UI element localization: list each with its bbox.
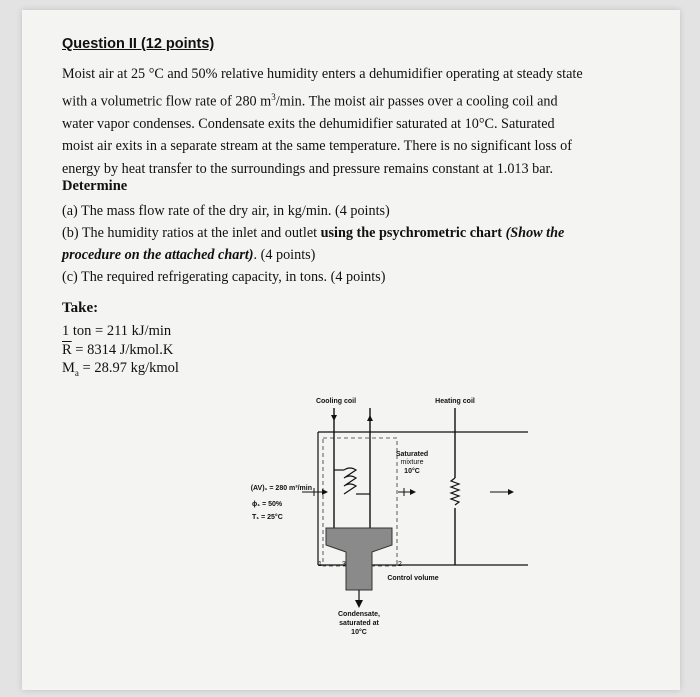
condensate-tray [326, 528, 392, 590]
state-3-label: 3 [342, 561, 346, 568]
outlet-arrow-icon [508, 489, 514, 495]
statement-line: energy by heat transfer to the surroundings and pressure remains constant at 1.013 bar. [62, 160, 554, 177]
statement-line: water vapor condenses. Condensate exits the dehumidifier saturated at 10°C. Saturated [62, 115, 555, 132]
question-title: Question II (12 points) [62, 36, 215, 52]
inlet-humidity-label: ϕ₁ = 50% [252, 501, 283, 508]
statement-line: moist air exits in a separate stream at the same temperature. There is no significant loss of [62, 138, 572, 155]
inlet-flow-rate-label: (AV)₁ = 280 m³/min [250, 485, 312, 492]
coil-flow-arrow-icon [331, 415, 337, 421]
heating-coil-icon [451, 478, 459, 505]
saturated-mixture-label: mixture [400, 459, 424, 466]
cooling-coil-icon [344, 468, 356, 494]
part-b-cont: procedure on the attached chart). (4 points) [62, 247, 316, 263]
state-1-label: 1 [318, 561, 322, 568]
determine-heading: Determine [62, 178, 128, 194]
part-c: (c) The required refrigerating capacity, in tons. (4 points) [62, 269, 386, 285]
cooling-coil-label: Cooling coil [315, 398, 357, 405]
condensate-label: Condensate, [337, 611, 381, 618]
mixture-arrow-icon [410, 489, 416, 495]
statement-line: Moist air at 25 °C and 50% relative humidity enters a dehumidifier operating at steady state [62, 66, 583, 82]
control-volume-label: Control volume [387, 575, 439, 582]
inlet-arrow-icon [322, 489, 328, 495]
part-a: (a) The mass flow rate of the dry air, in kg/min. (4 points) [62, 203, 390, 219]
inlet-temperature-label: T₁ = 25°C [252, 514, 283, 521]
constant-ton: 1 ton = 211 kJ/min [62, 323, 172, 339]
statement-line: with a volumetric flow rate of 280 $m^3/\min$. The moist air passes over a cooling coil and [62, 91, 558, 110]
saturated-mixture-label: Saturated [395, 451, 429, 458]
condensate-temp: 10°C [351, 629, 367, 636]
state-2-label: 2 [398, 561, 402, 568]
constant-R: $\overline{R} = 8314$ J/kmol.K [62, 341, 174, 358]
coil-flow-arrow-icon [367, 415, 373, 421]
part-b: (b) The humidity ratios at the inlet and outlet using the psychrometric chart (Show the [62, 225, 565, 241]
saturated-mixture-temp: 10°C [404, 468, 420, 475]
condensate-label: saturated at [339, 620, 379, 627]
condensate-outlet-arrow-icon [355, 600, 363, 608]
constant-Ma: $M_a = 28.97$ kg/kmol [62, 360, 179, 378]
heating-coil-label: Heating coil [435, 398, 475, 405]
take-heading: Take: [62, 300, 99, 316]
